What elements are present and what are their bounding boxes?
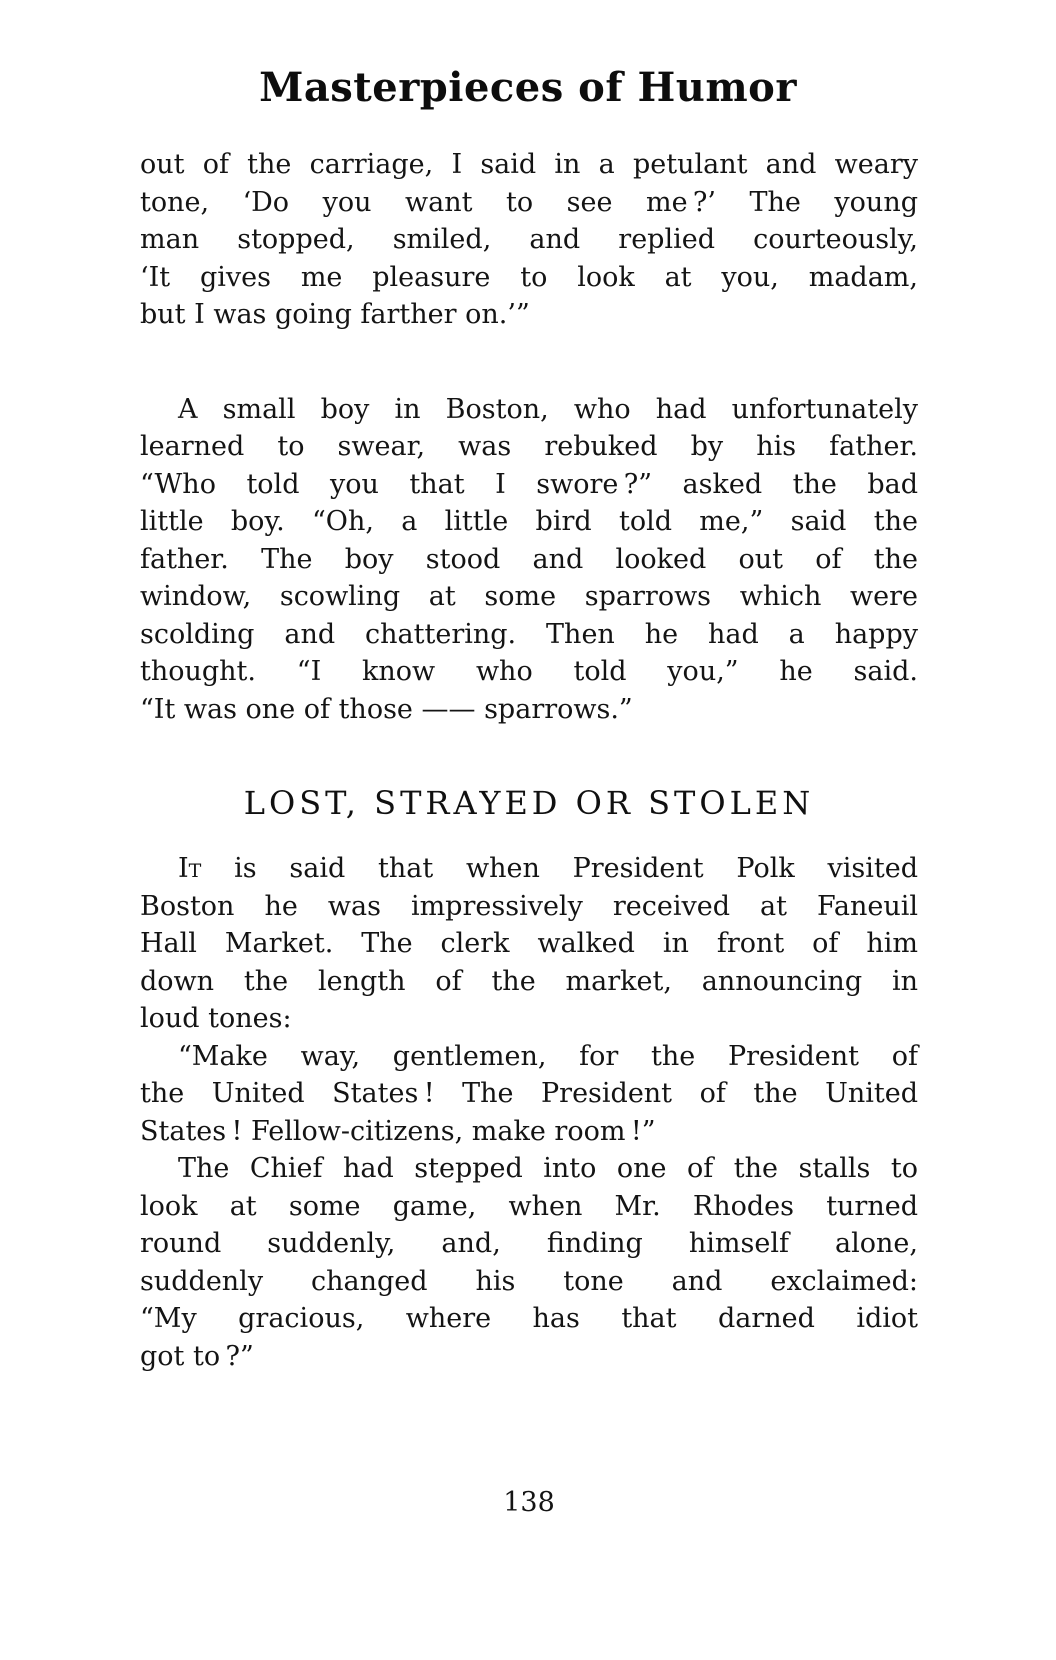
text-line: States ! Fellow-citizens, make room !” (140, 1115, 656, 1147)
paragraph (140, 1150, 918, 1375)
text-line: out of the carriage, I said in a petulant and weary (140, 149, 918, 180)
paragraph (140, 1038, 918, 1151)
page-body (140, 146, 918, 1375)
page-number: 138 (503, 1487, 555, 1518)
text-line: “It was one of those —— sparrows.” (140, 693, 633, 725)
text-line: A small boy in Boston, who had unfortunately (178, 393, 918, 425)
text-line: got to ?” (140, 1340, 254, 1372)
paragraph (140, 850, 918, 1038)
text-line: learned to swear, was rebuked by his father. (140, 431, 918, 462)
text-line: thought. “I know who told you,” he said. (140, 656, 918, 687)
text-line: loud tones: (140, 1003, 292, 1034)
text-line: tone, ‘Do you want to see me ?’ The young (140, 186, 918, 218)
text-line: the United States ! The President of the United (140, 1078, 918, 1109)
text-line: It is said that when President Polk visited (178, 853, 918, 884)
text-line: Hall Market. The clerk walked in front of him (140, 928, 918, 959)
text-line: window, scowling at some sparrows which were (140, 581, 918, 612)
text-line: suddenly changed his tone and exclaimed: (140, 1265, 918, 1297)
text-line: The Chief had stepped into one of the stalls to (178, 1153, 918, 1184)
text-line: but I was going farther on.’” (140, 299, 530, 330)
small-caps-lead: It (178, 853, 202, 884)
running-head-title: Masterpieces of Humor (259, 64, 797, 111)
text-line: round suddenly, and, finding himself alone, (140, 1228, 918, 1259)
text-line: down the length of the market, announcing in (140, 965, 918, 997)
text-line: scolding and chattering. Then he had a happy (140, 618, 918, 650)
text-line: “My gracious, where has that darned idiot (140, 1303, 918, 1334)
text-line: “Make way, gentlemen, for the President of (178, 1040, 918, 1072)
text-line: little boy. “Oh, a little bird told me,” said the (140, 506, 918, 537)
text-line: look at some game, when Mr. Rhodes turned (140, 1190, 918, 1222)
paragraph (140, 146, 918, 334)
text-line: “Who told you that I swore ?” asked the bad (140, 468, 918, 500)
text-line: ‘It gives me pleasure to look at you, madam, (140, 261, 918, 293)
text-line: man stopped, smiled, and replied courteously, (140, 224, 918, 255)
paragraph (140, 391, 918, 729)
section-heading: LOST, STRAYED OR STOLEN (243, 784, 815, 822)
text-line: father. The boy stood and looked out of the (140, 543, 918, 575)
text-line: Boston he was impressively received at Faneuil (140, 890, 918, 922)
